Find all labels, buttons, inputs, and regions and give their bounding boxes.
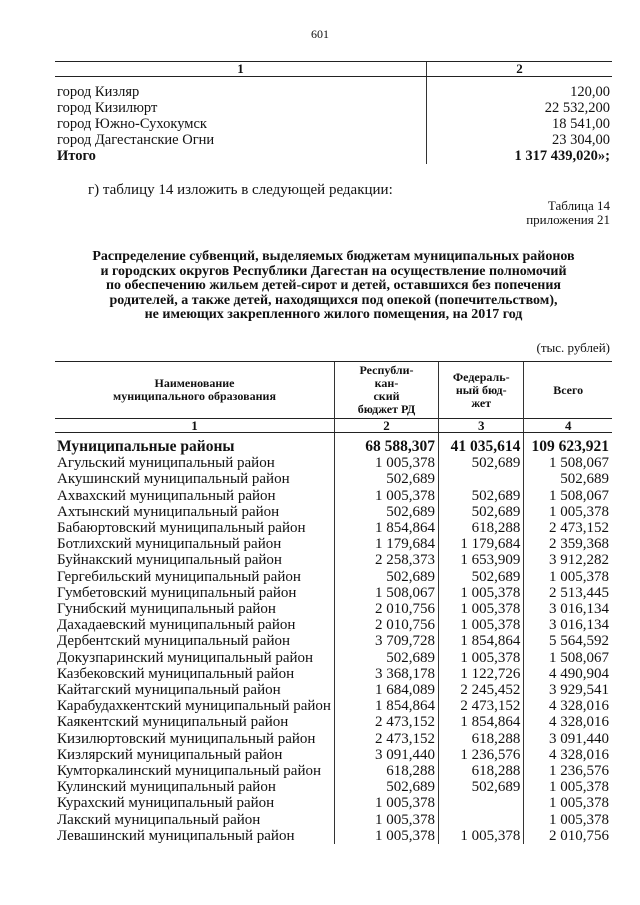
table-row: [55, 455, 612, 471]
title-line: Распределение субвенций, выделяемых бюджетам муниципальных районов: [92, 249, 575, 264]
republic-budget: 1 854,864: [334, 698, 438, 714]
column-number: 2: [427, 62, 613, 77]
table-label-line1: Таблица 14: [547, 198, 610, 213]
republic-budget: 1 684,089: [334, 682, 438, 698]
federal-budget: 1 005,378: [439, 828, 524, 844]
republic-budget: 2 010,756: [334, 617, 438, 633]
column-header-line: Республи-: [359, 363, 414, 377]
municipality-name: Дербентский муниципальный район: [57, 633, 291, 650]
table-row: [55, 633, 612, 649]
total-amount: 3 016,134: [524, 601, 612, 617]
units-label: (тыс. рублей): [536, 340, 610, 355]
municipality-name: Дахадаевский муниципальный район: [57, 617, 296, 634]
table-row: [55, 601, 612, 617]
republic-budget: 3 368,178: [334, 666, 438, 682]
federal-budget: 1 179,684: [439, 536, 524, 552]
municipality-name: Акушинский муниципальный район: [57, 471, 290, 488]
table-row: [55, 682, 612, 698]
title-line: родителей, а также детей, находящихся под опекой (попечительством),: [109, 292, 558, 308]
total-amount: 3 091,440: [524, 731, 612, 747]
row-name: город Дагестанские Огни: [57, 132, 215, 148]
header-row: [55, 62, 612, 77]
federal-budget: 502,689: [439, 569, 524, 585]
table-row: [55, 617, 612, 633]
column-header-line: муниципального образования: [113, 389, 276, 403]
column-number: 2: [334, 419, 438, 433]
table-row: [55, 116, 612, 132]
column-header-line: ский: [373, 389, 400, 403]
table-row: [55, 132, 612, 148]
row-value: 23 304,00: [427, 132, 613, 148]
total-amount: 4 490,904: [524, 666, 612, 682]
republic-budget: 1 508,067: [334, 585, 438, 601]
column-header: [524, 362, 612, 419]
title-line: по обеспечению жильем детей-сирот и детей, оставшихся без попечения: [105, 278, 562, 294]
municipality-name: Левашинский муниципальный район: [57, 827, 295, 844]
column-number: 4: [524, 419, 612, 433]
table-row: [55, 763, 612, 779]
table-row: [55, 795, 612, 811]
row-value: 22 532,200: [427, 100, 613, 116]
federal-budget: 1 854,864: [439, 633, 524, 649]
municipality-name: Ахтынский муниципальный район: [57, 503, 280, 520]
republic-budget: 618,288: [334, 763, 438, 779]
subsidies-table: [55, 361, 612, 844]
municipality-name: Гергебильский муниципальный район: [57, 568, 301, 585]
table-row: [55, 536, 612, 552]
republic-budget: 2 010,756: [334, 601, 438, 617]
table-label: [526, 199, 610, 227]
column-header-line: Всего: [553, 382, 584, 397]
municipality-name: Казбековский муниципальный район: [57, 665, 295, 682]
column-number: 1: [55, 62, 427, 77]
column-header-line: Федераль-: [452, 369, 510, 384]
municipality-name: Гумбетовский муниципальный район: [57, 584, 297, 601]
column-numbers-row: [55, 419, 612, 433]
federal-budget: 502,689: [439, 779, 524, 795]
municipality-name: Докузпаринский муниципальный район: [57, 649, 314, 666]
federal-budget: 1 005,378: [439, 585, 524, 601]
total-amount: 5 564,592: [524, 633, 612, 649]
municipality-name: Агульский муниципальный район: [57, 455, 275, 472]
municipality-name: Каякентский муниципальный район: [57, 714, 289, 731]
federal-budget: 502,689: [439, 504, 524, 520]
table-row: [55, 100, 612, 116]
federal-budget: 1 236,576: [439, 747, 524, 763]
federal-budget: 1 005,378: [439, 601, 524, 617]
total-value: 1 317 439,020»;: [427, 148, 613, 164]
federal-budget: 1 122,726: [439, 666, 524, 682]
table-row: [55, 471, 612, 487]
republic-budget: 2 473,152: [334, 714, 438, 730]
total-amount: 1 005,378: [524, 569, 612, 585]
republic-budget: 1 005,378: [334, 455, 438, 471]
table-row: [55, 488, 612, 504]
municipality-name: Муниципальные районы: [57, 438, 235, 455]
total-amount: 2 010,756: [524, 828, 612, 844]
table-row: [55, 569, 612, 585]
subtotal-row: [55, 433, 612, 456]
federal-budget: 2 473,152: [439, 698, 524, 714]
municipality-name: Бабаюртовский муниципальный район: [57, 520, 306, 537]
total-amount: 2 473,152: [524, 520, 612, 536]
total-amount: 3 912,282: [524, 552, 612, 568]
title-line: не имеющих закрепленного жилого помещения, на 2017 год: [144, 307, 523, 323]
total-amount: 1 508,067: [524, 650, 612, 666]
republic-budget: 2 258,373: [334, 552, 438, 568]
republic-budget: 3 709,728: [334, 633, 438, 649]
total-amount: 1 005,378: [524, 504, 612, 520]
federal-budget: 618,288: [439, 763, 524, 779]
column-header: [55, 362, 334, 419]
page-number: 601: [311, 27, 329, 41]
table-row: [55, 812, 612, 828]
republic-budget: 3 091,440: [334, 747, 438, 763]
federal-budget: 1 854,864: [439, 714, 524, 730]
column-header: [334, 362, 438, 419]
total-amount: 2 359,368: [524, 536, 612, 552]
table-row: [55, 552, 612, 568]
republic-budget: 502,689: [334, 504, 438, 520]
table-row: [55, 779, 612, 795]
table-row: [55, 77, 612, 101]
republic-budget: 502,689: [334, 471, 438, 487]
municipality-name: Кулинский муниципальный район: [57, 779, 276, 796]
federal-budget: 41 035,614: [439, 433, 524, 456]
table-row: [55, 747, 612, 763]
municipality-name: Курахский муниципальный район: [57, 795, 275, 812]
federal-budget: 618,288: [439, 731, 524, 747]
municipality-name: Ахвахский муниципальный район: [57, 487, 276, 504]
row-name: город Кизляр: [57, 84, 140, 100]
total-amount: 2 513,445: [524, 585, 612, 601]
table-label-line2: приложения 21: [526, 212, 610, 227]
column-header-line: бюджет РД: [357, 402, 416, 416]
republic-budget: 1 005,378: [334, 828, 438, 844]
row-name: город Кизилюрт: [57, 100, 158, 116]
federal-budget: [439, 795, 524, 811]
column-header-line: кан-: [374, 376, 399, 390]
republic-budget: 502,689: [334, 779, 438, 795]
total-amount: 1 005,378: [524, 779, 612, 795]
republic-budget: 1 005,378: [334, 812, 438, 828]
table-row: [55, 698, 612, 714]
title-line: и городских округов Республики Дагестан на осуществление полномочий: [100, 263, 567, 279]
total-amount: 1 236,576: [524, 763, 612, 779]
row-value: 18 541,00: [427, 116, 613, 132]
total-amount: 3 016,134: [524, 617, 612, 633]
total-amount: 1 005,378: [524, 812, 612, 828]
table-row: [55, 714, 612, 730]
table-row: [55, 828, 612, 844]
table-title: [55, 250, 612, 323]
column-header-line: Наименование: [154, 376, 235, 390]
republic-budget: 1 005,378: [334, 488, 438, 504]
federal-budget: 618,288: [439, 520, 524, 536]
total-amount: 4 328,016: [524, 698, 612, 714]
total-amount: 1 508,067: [524, 488, 612, 504]
column-header-line: жет: [471, 395, 492, 410]
row-name: город Южно-Сухокумск: [57, 116, 207, 132]
municipality-name: Буйнакский муниципальный район: [57, 552, 282, 569]
municipality-name: Кумторкалинский муниципальный район: [57, 763, 322, 780]
federal-budget: [439, 471, 524, 487]
municipality-name: Кизилюртовский муниципальный район: [57, 730, 316, 747]
total-amount: 3 929,541: [524, 682, 612, 698]
municipality-name: Гунибский муниципальный район: [57, 601, 276, 618]
federal-budget: 1 005,378: [439, 617, 524, 633]
table-row: [55, 504, 612, 520]
federal-budget: 502,689: [439, 488, 524, 504]
republic-budget: 502,689: [334, 650, 438, 666]
total-row: [55, 148, 612, 164]
column-header: [439, 362, 524, 419]
republic-budget: 2 473,152: [334, 731, 438, 747]
previous-table-end: [55, 61, 612, 164]
table-row: [55, 520, 612, 536]
municipality-name: Кизлярский муниципальный район: [57, 746, 283, 763]
republic-budget: 1 005,378: [334, 795, 438, 811]
table-row: [55, 731, 612, 747]
federal-budget: [439, 812, 524, 828]
row-value: 120,00: [427, 77, 613, 101]
republic-budget: 1 179,684: [334, 536, 438, 552]
republic-budget: 502,689: [334, 569, 438, 585]
municipality-name: Ботлихский муниципальный район: [57, 536, 282, 553]
federal-budget: 1 005,378: [439, 650, 524, 666]
column-header-line: ный бюд-: [455, 382, 507, 397]
instruction-text: г) таблицу 14 изложить в следующей редакции:: [88, 182, 393, 198]
republic-budget: 68 588,307: [334, 433, 438, 456]
federal-budget: 2 245,452: [439, 682, 524, 698]
total-amount: 502,689: [524, 471, 612, 487]
municipality-name: Кайтагский муниципальный район: [57, 682, 281, 699]
column-number: 3: [439, 419, 524, 433]
column-number: 1: [55, 419, 334, 433]
total-amount: 1 508,067: [524, 455, 612, 471]
total-amount: 1 005,378: [524, 795, 612, 811]
federal-budget: 502,689: [439, 455, 524, 471]
municipality-name: Лакский муниципальный район: [57, 811, 261, 828]
total-label: Итого: [57, 148, 96, 164]
municipality-name: Карабудахкентский муниципальный район: [57, 698, 331, 715]
table-row: [55, 585, 612, 601]
table-row: [55, 650, 612, 666]
table-row: [55, 666, 612, 682]
total-amount: 4 328,016: [524, 714, 612, 730]
total-amount: 4 328,016: [524, 747, 612, 763]
total-amount: 109 623,921: [524, 433, 612, 456]
republic-budget: 1 854,864: [334, 520, 438, 536]
federal-budget: 1 653,909: [439, 552, 524, 568]
